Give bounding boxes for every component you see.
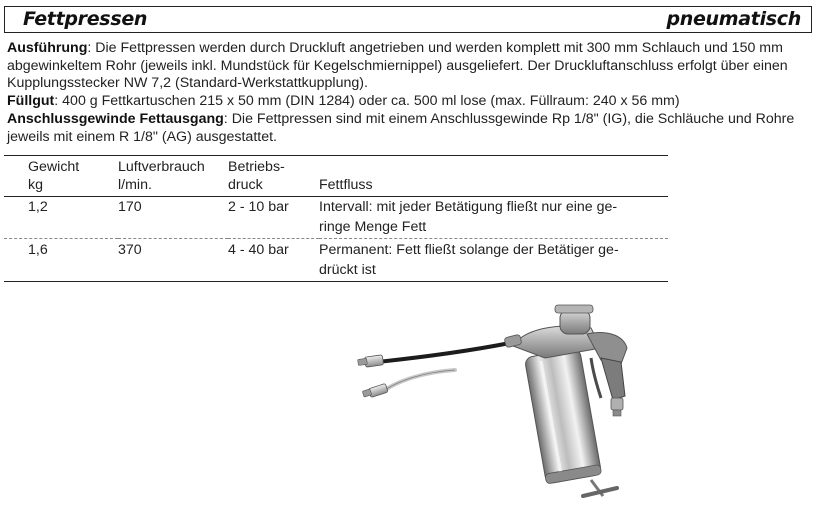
spec-table <box>4 155 668 282</box>
cell-betriebsdruck: 4 - 40 bar <box>228 242 289 258</box>
table-row <box>4 197 668 239</box>
cell-betriebsdruck: 2 - 10 bar <box>228 197 319 239</box>
cell-gewicht: 1,2 <box>4 197 118 239</box>
header-gewicht: Gewicht kg <box>4 156 118 197</box>
page-title: Fettpressen <box>23 8 148 30</box>
title-bar <box>4 6 812 33</box>
cell-luftverbrauch: 170 <box>118 197 228 239</box>
grease-gun-illustration <box>355 300 655 500</box>
cell-fettfluss: Intervall: mit jeder Betätigung fließt nur eine ge- ringe Menge Fett <box>319 197 668 239</box>
ausfuehrung-paragraph: Ausführung: Die Fettpressen werden durch Druckluft angetrieben und werden komplett mit 300 mm Schlauch und 150 mm abgewinkeltem Rohr (jeweils inkl. Mundstück für Kegelschmiernippel) ausgeliefert. Der Druckluftanschluss erfolgt über einen Kupplungsstecker NW 7,2 (Standard-Werkstattkupplung). <box>7 40 788 92</box>
anschluss-paragraph: Anschlussgewinde Fettausgang: Die Fettpressen sind mit einem Anschlussgewinde Rp 1/8" (IG), die Schläuche und Rohre jeweils mit einem R 1/8" (AG) ausgestattet. <box>7 110 795 145</box>
header-luftverbrauch: Luftverbrauch l/min. <box>118 156 228 197</box>
ausfuehrung-text: Die Fettpressen werden durch Druckluft angetrieben und werden komplett mit 300 mm Schlauch und 150 mm abgewinkeltem Rohr (jeweils inkl. Mundstück für Kegelschmiernippel) ausgeliefert. Der Druckluftanschluss erfolgt über einen Kupplungsstecker NW 7,2 (Standard-Werkstattkupplung). <box>7 40 788 92</box>
fuellgut-text: 400 g Fettkartuschen 215 x 50 mm (DIN 1284) oder ca. 500 ml lose (max. Füllraum: 240 x 56 mm) <box>62 93 680 110</box>
fuellgut-label: Füllgut <box>7 93 55 110</box>
table-header-row <box>4 156 668 197</box>
description <box>7 40 812 146</box>
anschluss-label: Anschlussgewinde Fettausgang <box>7 110 224 127</box>
product-type: pneumatisch <box>666 8 801 30</box>
header-betriebsdruck: Betriebs- druck <box>228 156 319 197</box>
ausfuehrung-label: Ausführung <box>7 40 88 56</box>
table-row <box>4 239 668 282</box>
cell-luftverbrauch: 370 <box>118 242 142 258</box>
anschluss-text: Die Fettpressen sind mit einem Anschlussgewinde Rp 1/8" (IG), die Schläuche und Rohre jeweils mit einem R 1/8" (AG) ausgestattet. <box>7 110 795 145</box>
fuellgut-paragraph: Füllgut: 400 g Fettkartuschen 215 x 50 mm (DIN 1284) oder ca. 500 ml lose (max. Füllraum: 240 x 56 mm) <box>7 93 680 110</box>
cell-fettfluss: Permanent: Fett fließt solange der Betätiger ge- drückt ist <box>319 242 619 278</box>
cell-gewicht: 1,6 <box>28 242 48 258</box>
header-fettfluss: Fettfluss <box>319 156 668 197</box>
